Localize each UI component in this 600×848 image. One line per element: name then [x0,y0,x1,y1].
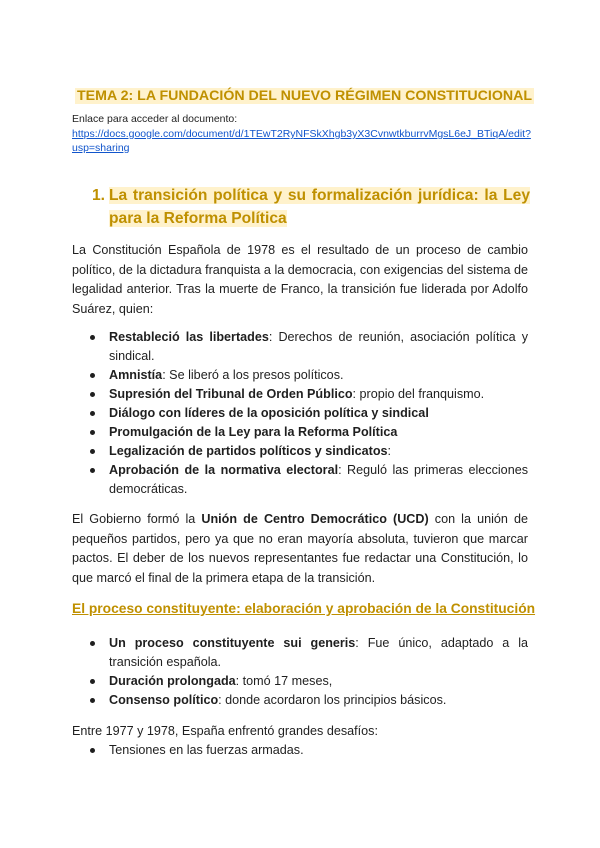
bullet-icon [90,468,95,473]
list-item [88,328,528,366]
bullet-icon [90,698,95,703]
list-item [88,461,528,499]
list-item-term: Aprobación de la normativa electoral [109,463,339,477]
list-item [88,423,528,442]
list-item-text: : donde acordaron los principios básicos. [218,693,447,707]
bullet-icon [90,641,95,646]
list-item-text: Tensiones en las fuerzas armadas. [109,743,304,757]
bullet-icon [90,411,95,416]
paragraph-intro: La Constitución Española de 1978 es el resultado de un proceso de cambio político, de la dictadura franquista a la democracia, con exigencias del sistema de legalidad anterior. Tras la muerte de Franco, la transición fue liderada por Adolfo Suárez, quien: [72,243,528,316]
list-item-term: Amnistía [109,368,163,382]
bullet-icon [90,335,95,340]
constituent-process-list [88,634,528,710]
list-item [88,366,528,385]
challenges-list [88,741,528,760]
list-item-text: : Derechos de reunión, asociación política y sindical. [109,330,528,363]
list-item-term: Promulgación de la Ley para la Reforma Política [109,425,398,439]
bullet-icon [90,679,95,684]
section-1-title: La transición política y su formalización jurídica: la Ley para la Reforma Política [109,187,530,227]
bullet-icon [90,392,95,397]
list-item-text: : propio del franquismo. [352,387,485,401]
section-1-heading [92,184,530,230]
list-item [88,741,528,760]
list-item-text: : Se liberó a los presos políticos. [162,368,344,382]
list-item-term: Restableció las libertades [109,330,269,344]
list-item [88,672,528,691]
bullet-icon [90,373,95,378]
bullet-icon [90,430,95,435]
section-2-heading: El proceso constituyente: elaboración y aprobación de la Constitución [72,601,536,616]
paragraph-challenges: Entre 1977 y 1978, España enfrentó grandes desafíos: [72,724,378,738]
list-item-term: Diálogo con líderes de la oposición política y sindical [109,406,429,420]
document-link[interactable]: https://docs.google.com/document/d/1TEwT2RyNFSkXhgb3yX3CvnwtkburrvMgsL6eJ_BTiqA/edit?usp=sharing [72,128,531,154]
bullet-icon [90,449,95,454]
ucd-term: Unión de Centro Democrático (UCD) [201,512,429,526]
list-item-term: Un proceso constituyente sui generis [109,636,356,650]
list-item [88,385,528,404]
list-item-text: : Fue único, adaptado a la transición española. [109,636,528,669]
list-item [88,691,528,710]
list-item-term: Duración prolongada [109,674,236,688]
paragraph-ucd: El Gobierno formó la Unión de Centro Democrático (UCD) con la unión de pequeños partidos, pero ya que no eran mayoría absoluta, tuvieron que marcar pactos. El deber de los nuevos representantes fue redactar una Constitución, lo que marcó el final de la primera etapa de la transición. [72,512,528,585]
suarez-measures-list [88,328,528,499]
bullet-icon [90,748,95,753]
list-item-text: : Reguló las primeras elecciones democráticas. [109,463,528,496]
list-item-text: : [387,444,392,458]
list-item-text: : tomó 17 meses, [235,674,333,688]
list-item-term: Supresión del Tribunal de Orden Público [109,387,353,401]
list-item [88,634,528,672]
list-item-term: Consenso político [109,693,219,707]
list-item [88,404,528,423]
list-item-term: Legalización de partidos políticos y sindicatos [109,444,388,458]
document-title: TEMA 2: LA FUNDACIÓN DEL NUEVO RÉGIMEN CONSTITUCIONAL [77,88,533,104]
link-label: Enlace para acceder al documento: [72,113,238,125]
list-item [88,442,528,461]
section-1-number: 1. [92,187,106,204]
